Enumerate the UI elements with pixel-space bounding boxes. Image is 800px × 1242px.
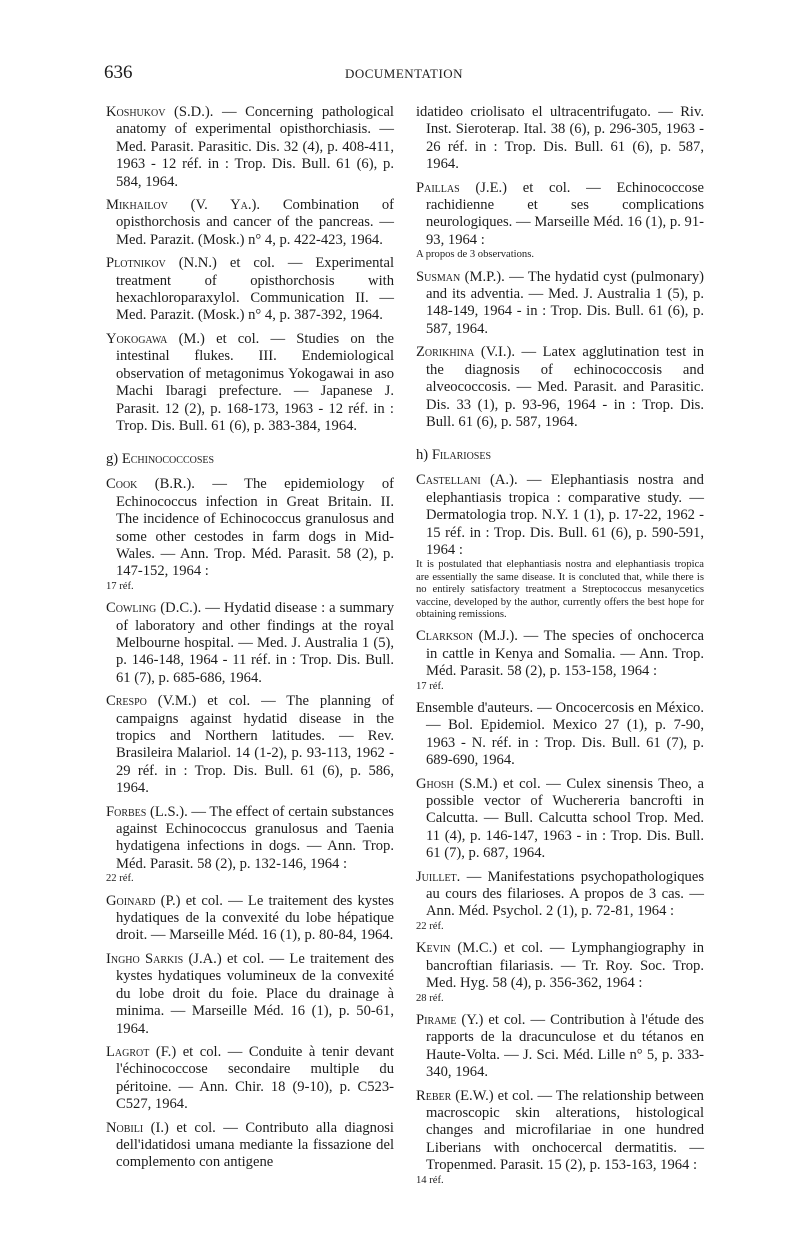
entry-citation: — The hydatid cyst (pulmonary) and its adventia. — Med. J. Australia 1 (5), p. 148-149, 1964 - in : Trop. Dis. Bull. 61 (6), p. 587, 1964. <box>426 268 704 337</box>
entry-author: Lagrot (F.) <box>106 1043 177 1060</box>
bibliography-entry <box>106 893 394 945</box>
bibliography-entry <box>106 600 394 687</box>
left-column <box>106 104 394 1178</box>
entry-citation: et col. — Contributo alla diagnosi dell'idatidosi umana mediante la fissazione del complemento con antigene <box>116 1119 394 1171</box>
bibliography-entry <box>416 700 704 770</box>
entry-author: Zorikhina (V.I.). <box>416 344 516 361</box>
bibliography-entry <box>416 1012 704 1082</box>
bibliography-entry <box>106 255 394 325</box>
entry-citation: et col. — Lymphangiography in bancroftian filariasis. — Tr. Roy. Soc. Trop. Med. Hyg. 58 (4), p. 356-362, 1964 : <box>426 940 705 992</box>
entry-citation: et col. — Studies on the intestinal flukes. III. Endemiological observation of metagonimus Yokogawai in aso Machi Ibaragi prefecture. — Japanese J. Parasit. 12 (2), p. 168-173, 1963 - 12 réf. in : Trop. Dis. Bull. 61 (6), p. 383-384, 1964. <box>116 330 394 434</box>
entry-author: Yokogawa (M.) <box>106 330 205 347</box>
entry-note: 28 réf. <box>416 992 444 1004</box>
bibliography-entry <box>416 1088 704 1175</box>
entry-note: 22 réf. <box>416 920 444 932</box>
bibliography-entry <box>416 269 704 339</box>
entry-citation: Ensemble d'auteurs. — Oncocercosis en México. — Bol. Epidemiol. Mexico 27 (1), p. 7-90, 1963 - N. réf. in : Trop. Dis. Bull. 61 (7), p. 689-690, 1964. <box>416 700 704 769</box>
entry-continuation: idatideo criolisato el ultracentrifugato. — Riv. Inst. Sieroterap. Ital. 38 (6), p. 296-305, 1963 - 26 réf. in : Trop. Dis. Bull. 61 (6), p. 587, 1964. <box>416 104 704 173</box>
bibliography-entry <box>106 951 394 1038</box>
entry-citation: — Concerning pathological anatomy of experimental opisthorchiasis. — Med. Parasit. Parasitic. Dis. 32 (4), p. 408-411, 1963 - 12 réf. in : Trop. Dis. Bull. 61 (6), p. 584, 1964. <box>116 104 394 190</box>
entry-author: Kevin (M.C.) <box>416 940 498 957</box>
entry-citation: — The epidemiology of Echinococcus infection in Great Britain. II. The incidence of Echinococcus granulosus and some other cestodes in farm dogs in Mid-Wales. — Ann. Trop. Méd. Parasit. 58 (2), p. 147-152, 1964 : <box>116 476 394 580</box>
entry-citation: — Manifestations psychopathologiques au cours des filarioses. A propos de 3 cas. — Ann. Méd. Psychol. 2 (1), p. 72-81, 1964 : <box>426 868 704 920</box>
entry-author: Ingho Sarkis (J.A.) <box>106 950 222 967</box>
entry-citation: Combination of opisthorchosis and cancer of the pancreas. — Med. Parazit. (Mosk.) n° 4, p. 422-423, 1964. <box>116 197 394 248</box>
entry-citation: et col. — The planning of campaigns against hydatid disease in the tropics and Northern latitudes. — Rev. Brasileira Malariol. 14 (1-2), p. 93-113, 1962 - 29 réf. in : Trop. Dis. Bull. 61 (6), p. 586, 1964. <box>116 693 394 797</box>
entry-note: 17 réf. <box>416 680 444 692</box>
running-title: DOCUMENTATION <box>344 66 464 81</box>
bibliography-entry <box>416 940 704 992</box>
bibliography-entry <box>416 472 704 559</box>
entry-citation: — The effect of certain substances against Echinococcus granulosus and Taenia hydatigena infections in dogs. — Ann. Trop. Méd. Parasit. 58 (2), p. 132-146, 1964 : <box>116 803 394 872</box>
entry-author: Pirame (Y.) <box>416 1011 484 1028</box>
right-column <box>416 104 704 1194</box>
entry-author: Mikhailov (V. Ya.). <box>106 197 261 214</box>
entry-citation: et col. — Culex sinensis Theo, a possible vector of Wuchereria bancrofti in Calcutta. — Bull. Calcutta school Trop. Med. 11 (4), p. 146-147, 1963 - in : Trop. Dis. Bull. 61 (7), p. 687, 1964. <box>426 775 704 862</box>
section-heading-filarioses: h) Filarioses <box>416 447 492 464</box>
bibliography-entry <box>106 1120 394 1172</box>
entry-author: Cowling (D.C.). <box>106 600 202 617</box>
entry-author: Crespo (V.M.) <box>106 693 197 710</box>
bibliography-entry <box>106 104 394 191</box>
entry-note: A propos de 3 observations. <box>416 249 534 261</box>
page-header <box>104 62 704 86</box>
page-number: 636 <box>104 62 133 83</box>
entry-author: Cook (B.R.). <box>106 476 195 493</box>
entry-note: It is postulated that elephantiasis nostra and elephantiasis tropica are essentially the same disease. It is concluted that, while there is no entirely satisfactory treatment a Streptococcus mesanycetics vaccine, developed by the author, currently offers the best hope for obtaining remissions. <box>416 559 704 620</box>
entry-citation: — Hydatid disease : a summary of laboratory and other findings at the royal Melbourne hospital. — Med. J. Australia 1 (5), p. 146-148, 1964 - 11 réf. in : Trop. Dis. Bull. 61 (7), p. 685-686, 1964. <box>116 600 394 686</box>
entry-citation: et col. — Echinococcose rachidienne et ses complications neurologiques. — Marseille Méd. 16 (1), p. 91-93, 1964 : <box>426 179 704 248</box>
entry-citation: et col. — Le traitement des kystes hydatiques volumineux de la convexité du lobe droit du foie. Place du drainage à minima. — Marseille Méd. 16 (1), p. 50-61, 1964. <box>116 950 395 1037</box>
entry-citation: — The species of onchocerca in cattle in Kenya and Somalia. — Ann. Trop. Méd. Parasit. 58 (2), p. 153-158, 1964 : <box>426 628 704 680</box>
entry-author: Ghosh (S.M.) <box>416 775 498 792</box>
bibliography-entry <box>416 776 704 863</box>
entry-author: Paillas (J.E.) <box>416 179 507 196</box>
entry-citation: et col. — Contribution à l'étude des rapports de la dracunculose et du tétanos en Haute-Volta. — J. Sci. Méd. Lille n° 5, p. 333-340, 1964. <box>426 1011 704 1081</box>
entry-author: Susman (M.P.). <box>416 268 505 285</box>
entry-author: Reber (E.W.) <box>416 1087 494 1104</box>
entry-author: Castellani (A.). <box>416 472 518 489</box>
entry-citation: — Elephantiasis nostra and elephantiasis tropica : comparative study. — Dermatologia trop. N.Y. 1 (1), p. 17-22, 1962 - 15 réf. in : Trop. Dis. Bull. 61 (6), p. 590-591, 1964 : <box>426 472 704 558</box>
entry-note: 17 réf. <box>106 580 134 592</box>
bibliography-entry <box>106 693 394 797</box>
entry-citation: et col. — Experimental treatment of opisthorchosis with hexachloroparaxylol. Communication II. — Med. Parazit. (Mosk.) n° 4, p. 387-392, 1964. <box>116 255 395 324</box>
bibliography-entry <box>416 180 704 250</box>
entry-author: Plotnikov (N.N.) <box>106 255 217 272</box>
bibliography-entry <box>106 476 394 580</box>
entry-author: Nobili (I.) <box>106 1119 169 1136</box>
entry-citation: et col. — The relationship between macroscopic skin alterations, histological changes and microfilariae in one hundred Liberians with onchocercal dermatitis. — Tropenmed. Parasit. 15 (2), p. 153-163, 1964 : <box>426 1087 704 1174</box>
entry-author: Forbes (L.S.). <box>106 803 188 820</box>
entry-author: Juillet. <box>416 868 461 885</box>
bibliography-entry <box>416 628 704 680</box>
bibliography-entry <box>106 804 394 874</box>
bibliography-entry <box>416 344 704 431</box>
entry-citation: — Latex agglutination test in the diagnosis of echinococcosis and alveococcosis. — Med. Parasit. and Parasitic. Dis. 33 (1), p. 93-96, 1964 - in : Trop. Dis. Bull. 61 (6), p. 587, 1964. <box>426 344 705 430</box>
bibliography-entry <box>106 331 394 435</box>
entry-author: Clarkson (M.J.). <box>416 628 518 645</box>
entry-note: 14 réf. <box>416 1174 444 1186</box>
bibliography-entry <box>106 197 394 249</box>
bibliography-entry <box>106 1044 394 1114</box>
entry-citation: et col. — Conduite à tenir devant l'échinococcose secondaire multiple du péritoine. — Ann. Chir. 18 (9-10), p. C523-C527, 1964. <box>116 1043 394 1113</box>
entry-citation: et col. — Le traitement des kystes hydatiques de la convexité du lobe hépatique droit. — Marseille Méd. 16 (1), p. 80-84, 1964. <box>116 892 394 944</box>
entry-note: 22 réf. <box>106 873 134 885</box>
entry-author: Koshukov (S.D.). <box>106 104 214 120</box>
bibliography-entry <box>416 869 704 921</box>
section-heading-echinococcoses: g) Echinococcoses <box>106 451 215 468</box>
entry-author: Goinard (P.) <box>106 892 181 909</box>
